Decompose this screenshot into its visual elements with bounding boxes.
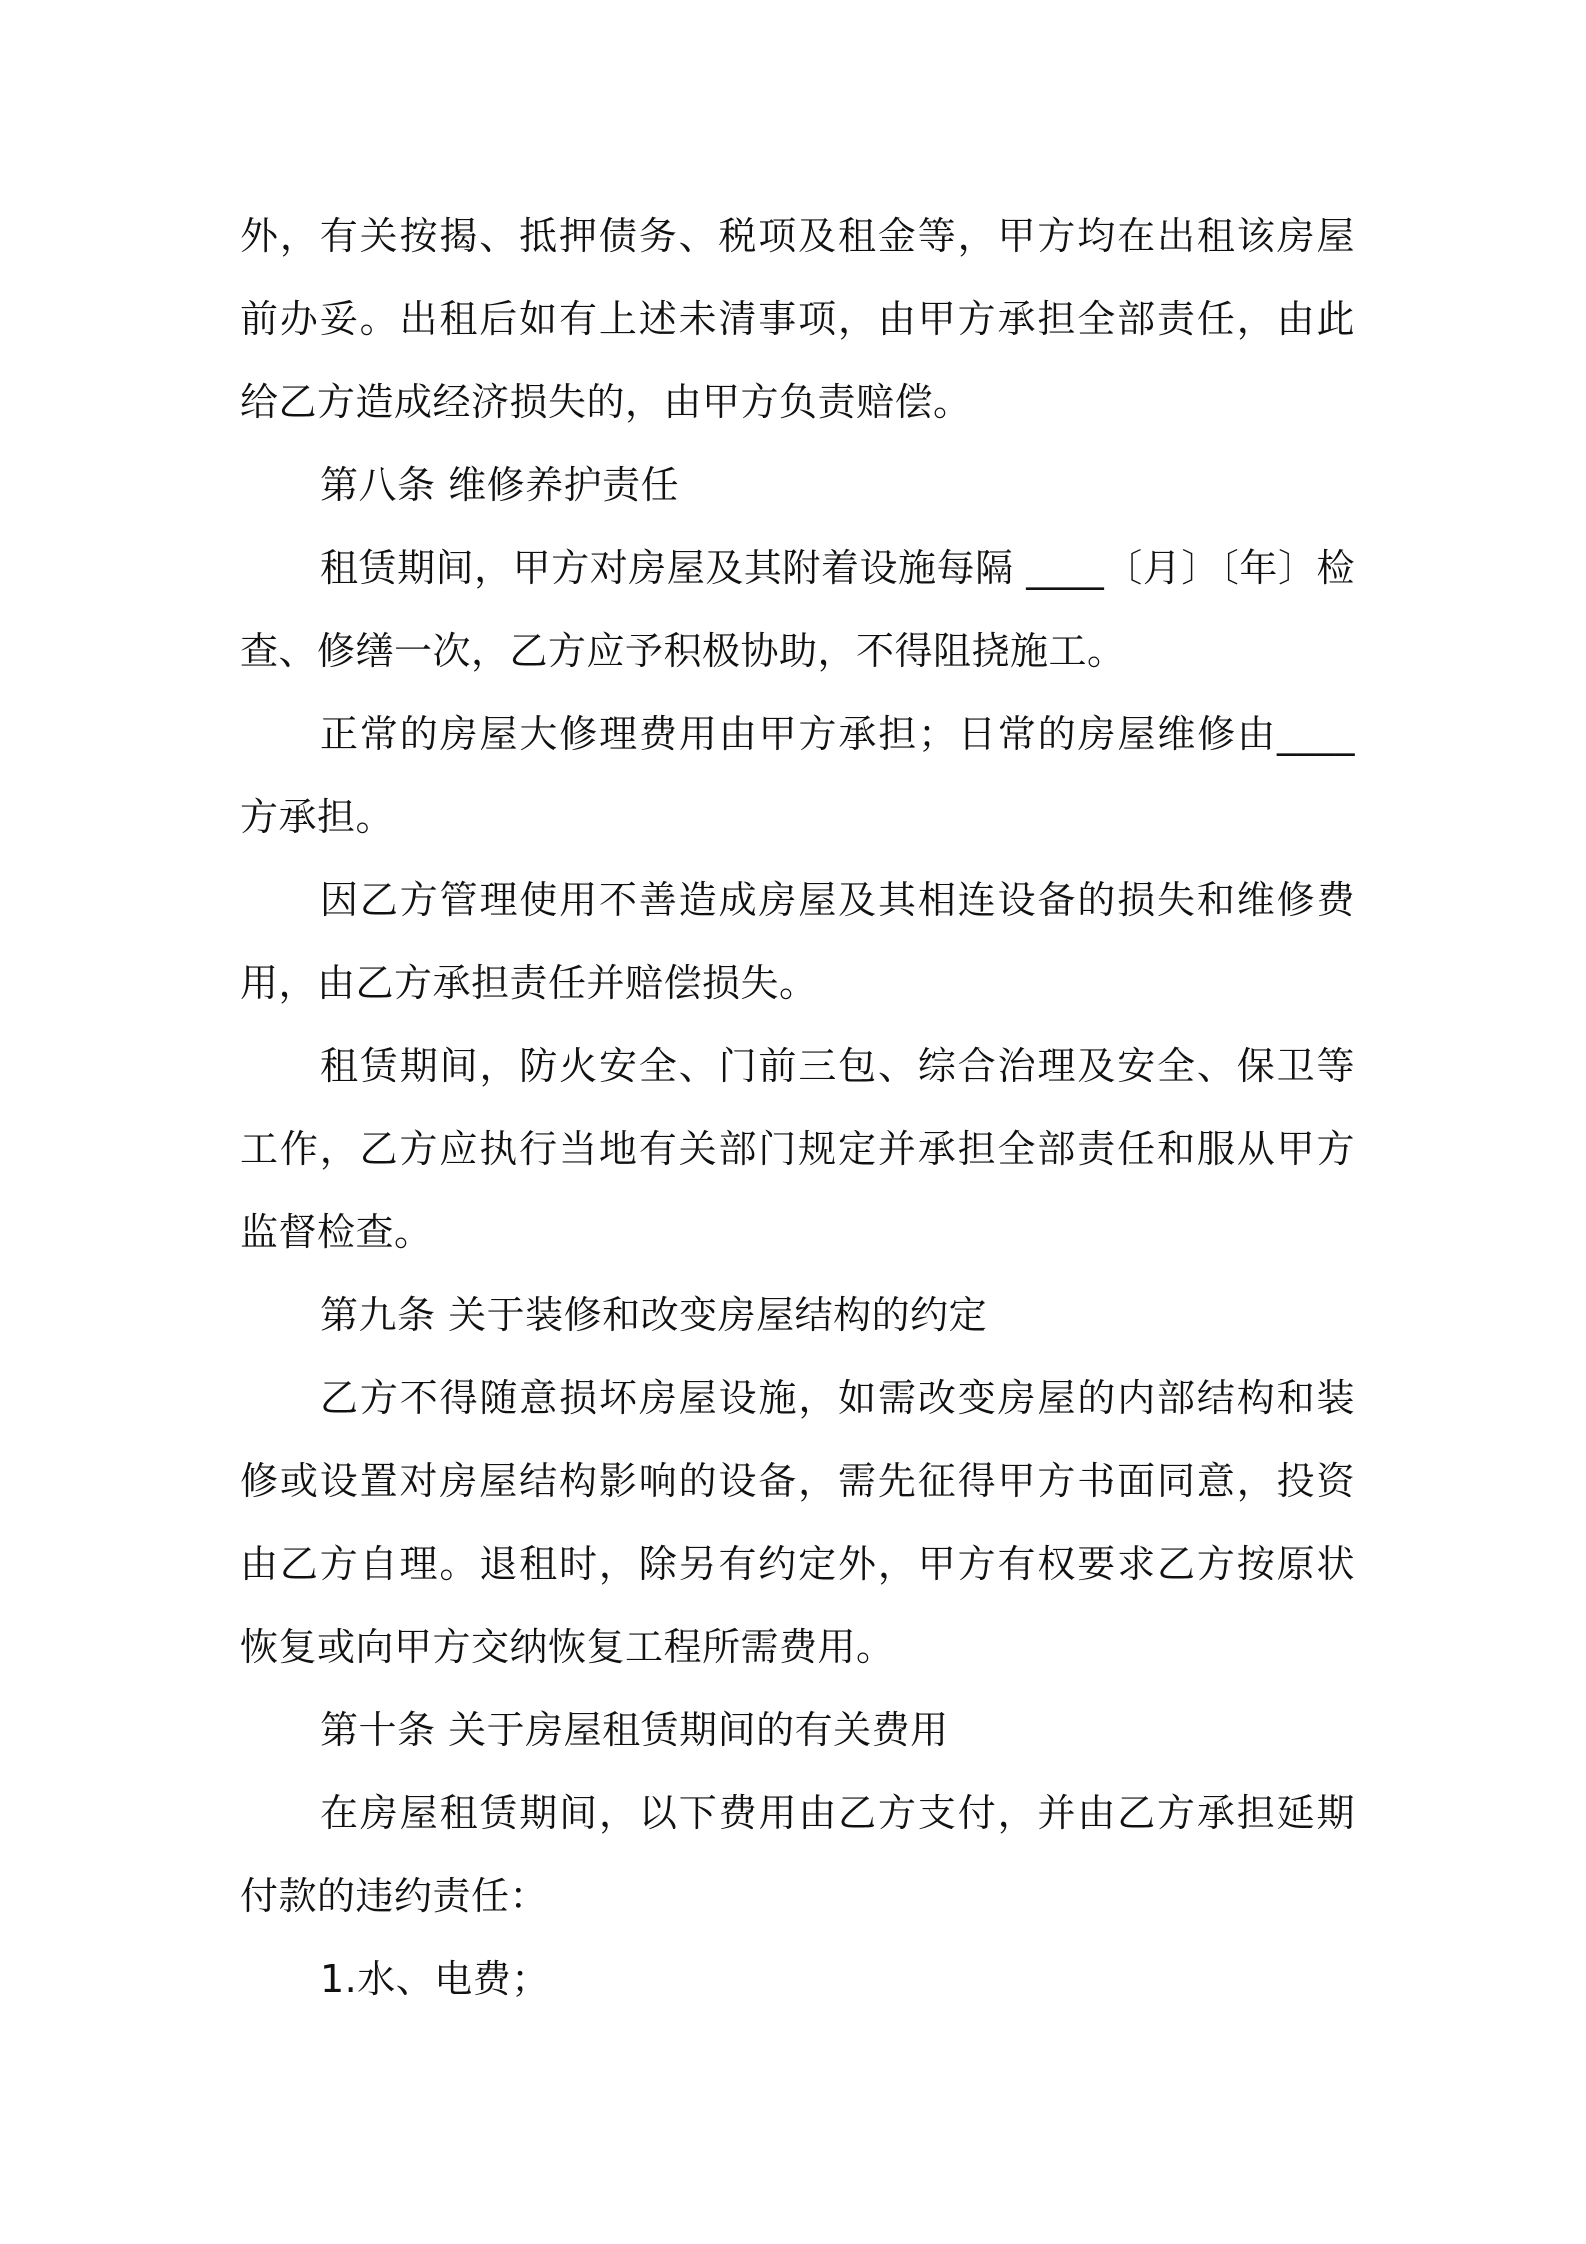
paragraph-damage-liability: 因乙方管理使用不善造成房屋及其相连设备的损失和维修费用，由乙方承担责任并赔偿损失。 (240, 878, 1355, 1005)
article-8-heading: 第八条 维修养护责任 (320, 463, 680, 507)
document-body (240, 195, 1355, 2021)
article-9-heading: 第九条 关于装修和改变房屋结构的约定 (320, 1293, 988, 1337)
paragraph-safety: 租赁期间，防火安全、门前三包、综合治理及安全、保卫等工作，乙方应执行当地有关部门规定并承担全部责任和服从甲方监督检查。 (240, 1044, 1355, 1254)
article-10-heading: 第十条 关于房屋租赁期间的有关费用 (320, 1708, 949, 1752)
paragraph-renovation: 乙方不得随意损坏房屋设施，如需改变房屋的内部结构和装修或设置对房屋结构影响的设备，需先征得甲方书面同意，投资由乙方自理。退租时，除另有约定外，甲方有权要求乙方按原状恢复或向甲方交纳恢复工程所需费用。 (240, 1376, 1355, 1669)
list-item-utilities: 1.水、电费； (320, 1957, 550, 2001)
paragraph-inspection: 租赁期间，甲方对房屋及其附着设施每隔 ____〔月〕〔年〕检查、修缮一次，乙方应予积极协助，不得阻挠施工。 (240, 546, 1355, 673)
paragraph-fees-intro: 在房屋租赁期间，以下费用由乙方支付，并由乙方承担延期付款的违约责任： (240, 1791, 1355, 1918)
paragraph-repair-costs: 正常的房屋大修理费用由甲方承担；日常的房屋维修由____方承担。 (240, 712, 1355, 839)
paragraph-continuation: 外，有关按揭、抵押债务、税项及租金等，甲方均在出租该房屋前办妥。出租后如有上述未清事项，由甲方承担全部责任，由此给乙方造成经济损失的，由甲方负责赔偿。 (240, 214, 1355, 424)
